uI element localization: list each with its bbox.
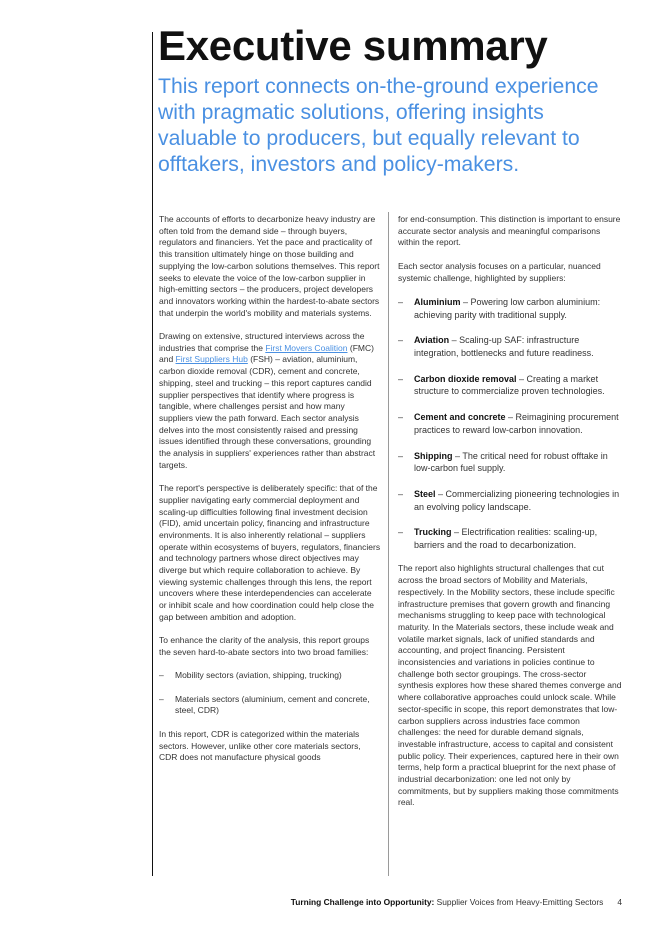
list-item — [398, 373, 623, 398]
list-item — [398, 296, 623, 321]
list-item — [398, 488, 623, 513]
paragraph-text: (FSH) – aviation, aluminium, carbon dioxide removal (CDR), cement and concrete, shipping, steel and trucking – this report captures candid supplier perspectives that identify where progress is tangible, where challenges persist and how many suppliers view the path forward. Each sector analysis delves into the most consistently raised and pressing issues identified through these conversations, grounding the analysis in suppliers' experiences rather than abstract targets. — [159, 354, 376, 470]
dash-bullet: – — [159, 693, 164, 704]
dash-bullet: – — [398, 527, 404, 538]
page-subtitle: This report connects on-the-ground experience with pragmatic solutions, offering insights valuable to producers, but equally relevant to offtakers, investors and policy-makers. — [158, 75, 599, 176]
dash-bullet: – — [398, 488, 404, 499]
dash-bullet: – — [398, 373, 404, 384]
sector-desc: – Electrification realities: scaling-up, barriers and the road to decarbonization. — [414, 527, 598, 551]
dash-bullet: – — [398, 296, 404, 307]
list-item — [159, 670, 381, 682]
list-item — [398, 526, 623, 551]
list-item — [159, 694, 381, 717]
page-footer — [291, 897, 622, 907]
sector-name: Aviation — [414, 335, 450, 346]
paragraph-interviews — [159, 331, 381, 471]
paragraph-structural-challenges: The report also highlights structural challenges that cut across the broad sectors of Mobility and Materials, respectively. In the Mobility sectors, these include specific infrastructure premises that govern growth and financing mechanisms struggling to keep pace with technological maturity. In the Materials sectors, these include weak and volatile market signals, lack of unified standards and accounting, and project financing. Persistent inconsistencies and variations in policies continue to challenge both sector groupings. The cross-sector synthesis explores how these shared themes converge and where collaborative approaches could unlock scale. While sector-specific in scope, this report demonstrates that low-carbon suppliers across industries face common challenges: the need for durable demand signals, investable infrastructure, access to capital and consistent public policy. Their experiences, captured here in their own terms, help form a practical blueprint for the next phase of industrial decarbonization: one led not only by commitments, but by suppliers making those commitments real. — [398, 563, 622, 808]
sector-name: Cement and concrete — [414, 412, 506, 423]
list-item — [398, 450, 623, 475]
footer-title-bold: Turning Challenge into Opportunity: — [290, 897, 435, 907]
family-text: Mobility sectors (aviation, shipping, trucking) — [175, 670, 342, 681]
paragraph-cdr-continued: for end-consumption. This distinction is important to ensure accurate sector analysis and meaningful comparisons within the report. — [398, 214, 621, 248]
dash-bullet: – — [398, 412, 404, 423]
footer-title-rest: Supplier Voices from Heavy-Emitting Sectors — [434, 897, 604, 907]
first-suppliers-hub-link[interactable]: First Suppliers Hub — [175, 354, 248, 365]
list-item — [398, 411, 623, 436]
sector-desc: – The critical need for robust offtake in low-carbon fuel supply. — [414, 450, 608, 474]
right-column — [398, 214, 623, 809]
families-list — [159, 670, 381, 717]
sector-desc: – Scaling-up SAF: infrastructure integration, bottlenecks and future readiness. — [414, 335, 594, 358]
paragraph-cdr: In this report, CDR is categorized within the materials sectors. However, unlike other core materials sectors, CDR does not manufacture physical goods — [159, 728, 361, 763]
paragraph-sectors-intro: Each sector analysis focuses on a particular, nuanced systemic challenge, highlighted by suppliers: — [398, 260, 601, 283]
dash-bullet: – — [398, 450, 404, 461]
paragraph-families-intro: To enhance the clarity of the analysis, this report groups the seven hard-to-abate sectors into two broad families: — [159, 635, 370, 657]
paragraph-intro: The accounts of efforts to decarbonize heavy industry are often told from the demand side – through buyers, regulators and financiers. Yet the pace and practicality of this transition ultimately hinge on those building and supplying the low-carbon solutions themselves. This report seeks to elevate the voice of the low-carbon supplier in high-emitting sectors – the producers, project developers and innovators working within the hardest-to-abate sectors that underpin the world's mobility and materials systems. — [159, 214, 380, 318]
left-column — [159, 214, 381, 764]
sector-name: Carbon dioxide removal — [414, 373, 517, 384]
dash-bullet: – — [398, 335, 404, 346]
list-item — [398, 334, 623, 359]
sector-desc: – Commercializing pioneering technologies in an evolving policy landscape. — [414, 488, 620, 512]
sector-desc: – Powering low carbon aluminium: achieving parity with traditional supply. — [414, 296, 601, 320]
paragraph-perspective: The report's perspective is deliberately specific: that of the supplier navigating early commercial deployment and scaling-up difficulties following final investment decision (FID), amid uncertain policy, financing and infrastructure environments. It is also inherently relational – suppliers operate within ecosystems of buyers, regulators, financiers and technology partners whose direct objectives may diverge but which require collaboration to achieve. By viewing systemic challenges through this lens, the report uncovers where these interdependencies can accelerate or inhibit scale and how coordination could help close the gap between ambition and adoption. — [159, 483, 381, 622]
sector-name: Trucking — [414, 527, 452, 538]
dash-bullet: – — [159, 670, 164, 681]
sector-name: Shipping — [414, 450, 453, 461]
page-number: 4 — [617, 897, 622, 907]
column-divider — [388, 212, 389, 876]
first-movers-coalition-link[interactable]: First Movers Coalition — [265, 342, 348, 353]
sectors-list — [398, 296, 623, 552]
sector-desc: – Creating a market structure to commercialize proven technologies. — [414, 373, 605, 397]
paragraph-text: Drawing on extensive, structured interviews across the industries that comprise the — [159, 331, 365, 353]
sector-name: Aluminium — [414, 296, 461, 307]
page-title: Executive summary — [158, 22, 548, 69]
family-text: Materials sectors (aluminium, cement and concrete, steel, CDR) — [175, 693, 370, 716]
sector-desc: – Reimagining procurement practices to reward low-carbon innovation. — [414, 412, 619, 435]
paragraph-text: (FMC) and — [159, 342, 374, 365]
title-rule — [152, 32, 153, 876]
sector-name: Steel — [414, 488, 436, 499]
